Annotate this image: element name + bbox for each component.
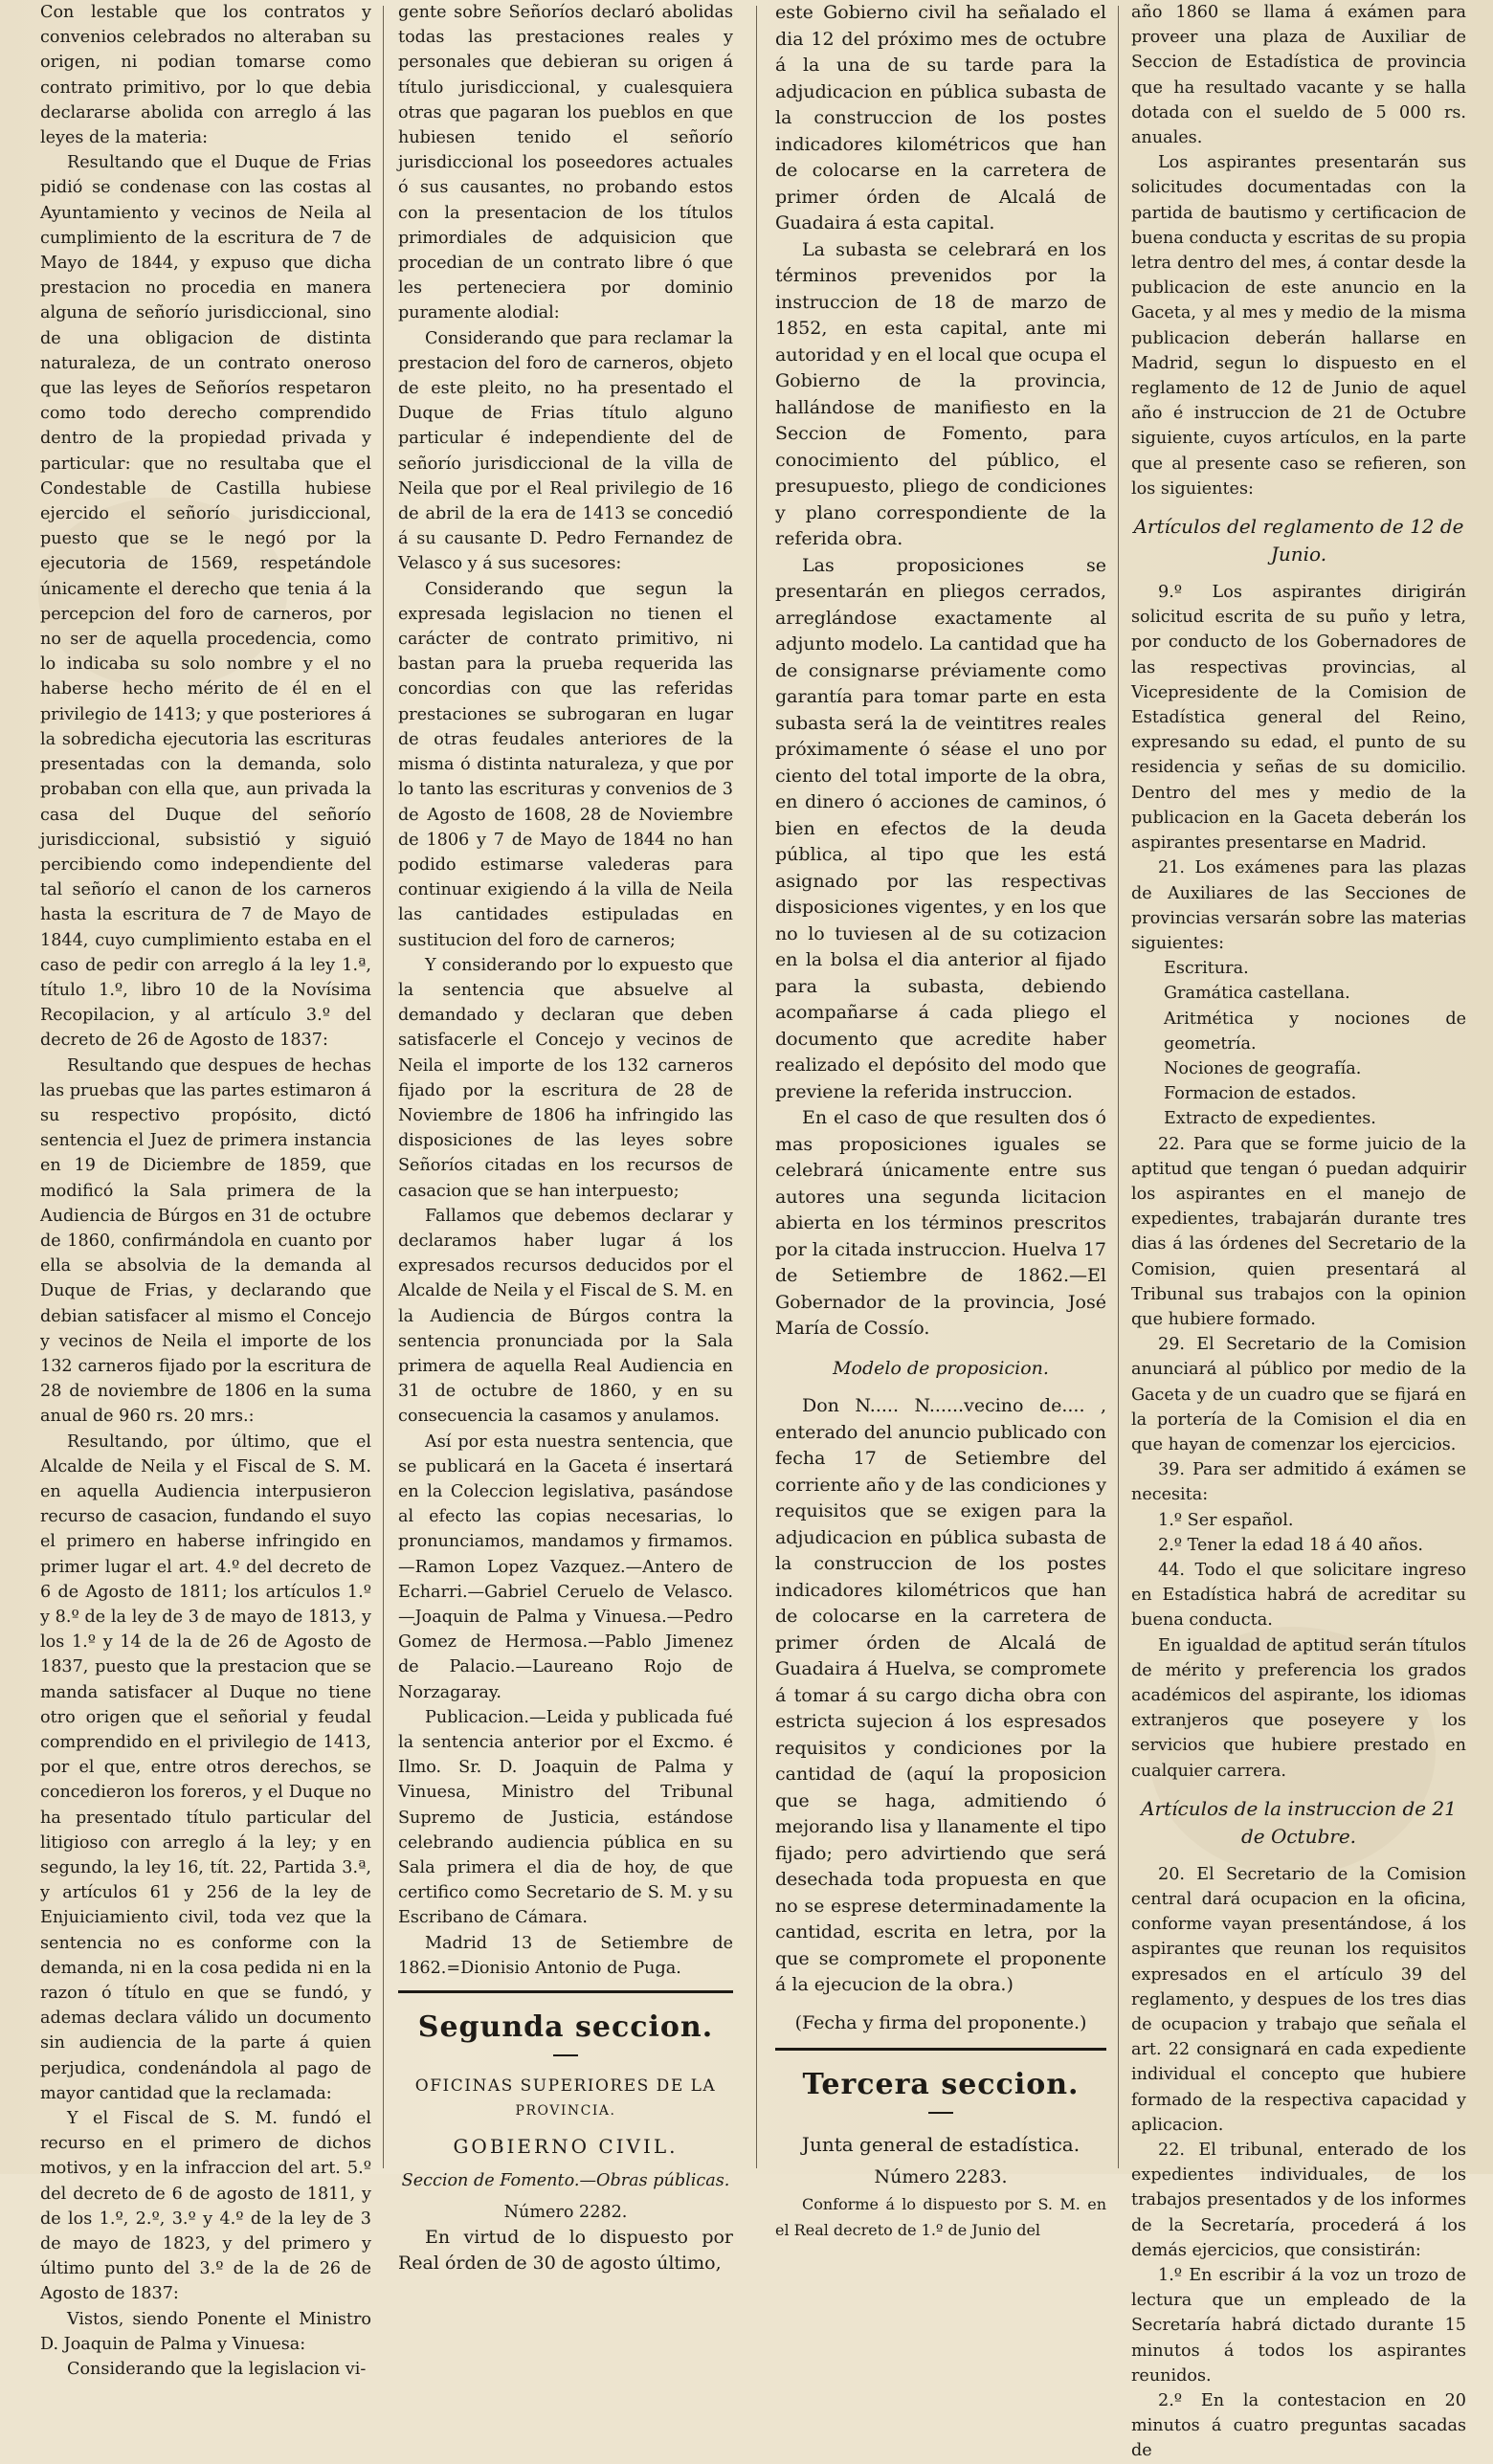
paragraph: La subasta se celebrará en los términos prevenidos por la instruccion de 18 de marzo de 1852, en esta capital, ante mi autoridad y en el local que ocupa el Gobierno de la provincia, hallándose de manifiesto en la Seccion de Fomento, para conocimiento del público, el presupuesto, pliego de condiciones y plano correspondiente de la referida obra. [775,238,1106,549]
list-item: Extracto de expedientes. [1164,1109,1376,1129]
column-4 [1131,0,1466,2461]
paragraph: Resultando que despues de hechas las pruebas que las partes estimaron á su respectivo propósito, dictó sentencia el Juez de primera instancia en 19 de Diciembre de 1859, que modificó la Sala primera de la Audiencia de Búrgos en 31 de octubre de 1860, confirmándola en cuanto por ella se absolvia de la demanda al Duque de Frias, y declarando que debian satisfacer al mismo el Concejo y vecinos de Neila el importe de los 132 carneros fijado por la escritura de 28 de noviembre de 1806 en la suma anual de 960 rs. 20 mrs.: [40,1055,371,1427]
notice-number: Número 2282. [503,2202,628,2222]
paragraph: Las proposiciones se presentarán en pliegos cerrados, arreglándose exactamente al adjunto modelo. La cantidad que ha de consignarse préviamente como garantía para tomar parte en esta subasta será la de veintitres reales próximamente ó séase el uno por ciento del total importe de la obra, en dinero ó acciones de caminos, ó bien en efectos de la deuda pública, al tipo que les está asignado por las respectivas disposiciones vigentes, y en los que no lo tuviesen al de su cotizacion en la bolsa el dia anterior al fijado para la subasta, debiendo acompañarse á cada pliego el documento que acredite haber realizado el depósito del modo que previene la referida instruccion. [775,554,1106,1102]
article: 22. El tribunal, enterado de los expedientes individuales, de los trabajos presentados y de los informes de la Secretaría, procederá á los demás ejercicios, que consistirán: [1131,2141,1466,2260]
model-title: Modelo de proposicion. [833,1357,1049,1379]
paragraph: este Gobierno civil ha señalado el dia 12 del próximo mes de octubre á la una de su tarde para la adjudicacion en pública subasta de la construccion de los postes indicadores kilométricos que han de colocarse en la carretera de primer órden de Alcalá de Guadaira á esta capital. [775,2,1106,233]
paragraph: Don N..... N......vecino de.... , enterado del anuncio publicado con fecha 17 de Setiembre del corriente año y de las condiciones y requisitos que se exigen para la adjudicacion en pública subasta de la construccion de los postes indicadores kilométricos que han de colocarse en la carretera de primer órden de Alcalá de Guadaira á Huelva, se compromete á tomar á su cargo dicha obra con estricta sujecion á los espresados requisitos y condiciones por la cantidad de (aquí la proposicion que se haga, admitiendo ó mejorando lisa y llanamente el tipo fijado; pero advirtiendo que será desechada toda propuesta en que no se esprese determinadamente la cantidad, escrita en letra, por la que se compromete el proponente á la ejecucion de la obra.) [775,1395,1106,1995]
article: 20. El Secretario de la Comision central dará ocupacion en la oficina, conforme vayan presentándose, á los aspirantes que reunan los requisitos expresados en el artículo 39 del reglamento, y despues de los tres dias de ocupacion y trabajo que señala el art. 22 consignará en cada expediente individual el concepto que hubiere formado de la respectiva capacidad y aplicacion. [1131,1864,1466,2135]
paragraph: Y considerando por lo expuesto que la sentencia que absuelve al demandado y declaran que deben satisfacerle el Concejo y vecinos de Neila el importe de los 132 carneros fijado por la escritura de 28 de Noviembre de 1806 ha infringido las disposiciones de las leyes sobre Señoríos citadas en los recursos de casacion que se han interpuesto; [398,955,733,1201]
paragraph: En virtud de lo dispuesto por Real órden de 30 de agosto último, [398,2226,733,2275]
section-heading: Tercera seccion. [802,2068,1080,2101]
exercise-item: 2.º En la contestacion en 20 minutos á cuatro preguntas sacadas de [1131,2391,1466,2461]
paragraph: Así por esta nuestra sentencia, que se publicará en la Gaceta é insertará en la Coleccion legislativa, pasándose al efecto las copias necesarias, lo pronunciamos, mandamos y firmamos.—Ramon Lopez Vazquez.—Antero de Echarri.—Gabriel Ceruelo de Velasco.—Joaquin de Palma y Vinuesa.—Pedro Gomez de Hermosa.—Pablo Jimenez de Palacio.—Laureano Rojo de Norzagaray. [398,1432,733,1702]
signature-line: (Fecha y firma del proponente.) [794,2011,1087,2033]
paragraph: En el caso de que resulten dos ó mas proposiciones iguales se celebrará únicamente entre sus autores una segunda licitacion abierta en los términos prescritos por la citada instruccion. Huelva 17 de Setiembre de 1862.—El Gobernador de la provincia, José María de Cossío. [775,1107,1106,1339]
article: 39. Para ser admitido á exámen se necesita: [1131,1460,1466,1505]
article: 29. El Secretario de la Comision anunciará al público por medio de la Gaceta y de un cuadro que se fijará en la portería de la Comision el dia en que hayan de comenzar los ejercicios. [1131,1335,1466,1454]
paragraph: Considerando que la legislacion vi- [67,2360,367,2380]
heading-dash [553,2054,578,2056]
list-item: Gramática castellana. [1164,984,1350,1004]
paragraph: gente sobre Señoríos declaró abolidas todas las prestaciones reales y personales que debieran su origen á título jurisdiccional, y cualesquiera otras que pagaran los pueblos en que hubiesen tenido el señorío jurisdiccional los poseedores actuales ó sus causantes, no probando estos con la presentacion de los títulos primordiales de adquisicion que procedian de un contrato libre ó que les perteneciera por dominio puramente alodial: [398,3,733,323]
section-subheading: Seccion de Fomento.—Obras públicas. [401,2171,730,2191]
date-signature: Madrid 13 de Setiembre de 1862.=Dionisio Antonio de Puga. [398,1933,733,1978]
list-item: Formacion de estados. [1164,1084,1357,1104]
section-heading: Segunda seccion. [417,2010,714,2045]
paragraph: Resultando, por último, que el Alcalde de Neila y el Fiscal de S. M. en aquella Audiencia interpusieron recurso de casacion, fundando el suyo el primero en haberse infringido en primer lugar el art. 4.º del decreto de 6 de Agosto de 1811; los artículos 1.º y 8.º de la ley de 3 de mayo de 1813, y los 1.º y 14 de la de 26 de Agosto de 1837, puesto que la prestacion que se manda satisfacer al Duque no tiene otro origen que el señorial y feudal comprendido en el privilegio de 1413, por el que, entre otros derechos, se concedieron los foreros, y el Duque no ha presentado título particular del litigioso con arreglo á la ley; y en segundo, la ley 16, tít. 22, Partida 3.ª, y artículos 61 y 256 de la ley de Enjuiciamiento civil, toda vez que la sentencia no es conforme con la demanda, ni en la cosa pedida ni en la razon ó título en que se fundó, y ademas declara válido un documento sin audiencia de la parte á quien perjudica, condenándola al pago de mayor cantidad que la reclamada: [40,1432,371,2103]
paragraph: Considerando que segun la expresada legislacion no tienen el carácter de contrato primitivo, ni bastan para la prueba requerida las concordias con que las referidas prestaciones se subrogaran en lugar de otras feudales anteriores de la misma ó distinta naturaleza, y que por lo tanto las escrituras y convenios de 3 de Agosto de 1608, 28 de Noviembre de 1806 y 7 de Mayo de 1844 no han podido estimarse valederas para continuar exigiendo á la villa de Neila las cantidades estipuladas en sustitucion del foro de carneros; [398,579,733,950]
list-item: Escritura. [1164,959,1249,979]
article: 22. Para que se forme juicio de la aptitud que tengan ó puedan adquirir los aspirantes en el manejo de expedientes, trabajarán durante tres dias á las órdenes del Secretario de la Comision, quien presentará al Tribunal sus trabajos con la opinion que hubiere formado. [1131,1134,1466,1329]
government-heading: GOBIERNO CIVIL. [453,2135,679,2159]
list-item: Aritmética y nociones de geometría. [1164,1009,1466,1054]
column-1 [40,0,371,2380]
paragraph: Fallamos que debemos declarar y declaramos haber lugar á los expresados recursos deducidos por el Alcalde de Neila y el Fiscal de S. M. en la Audiencia de Búrgos contra la sentencia pronunciada por la Sala primera de aquella Real Audiencia en 31 de octubre de 1860, y en su consecuencia la casamos y anulamos. [398,1206,733,1427]
section-divider [775,2048,1106,2051]
requirement: 2.º Tener la edad 18 á 40 años. [1158,1535,1423,1555]
article: 9.º Los aspirantes dirigirán solicitud escrita de su puño y letra, por conducto de los Gobernadores de las respectivas provincias, al Vicepresidente de la Comision de Estadística general del Reino, expresando su edad, el punto de su residencia y señas de su domicilio. Dentro del mes y medio de la publicacion en la Gaceta deberán los aspirantes presentarse en Madrid. [1131,583,1466,854]
exercise-item: 1.º En escribir á la voz un trozo de lectura que un empleado de la Secretaría habrá dictado durante 15 minutos á todos los aspirantes reunidos. [1131,2266,1466,2386]
paragraph: Publicacion.—Leida y publicada fué la sentencia anterior por el Excmo. é Ilmo. Sr. D. Joaquin de Palma y Vinuesa, Ministro del Tribunal Supremo de Justicia, estándose celebrando audiencia pública en su Sala primera el dia de hoy, de que certifico como Secretario de S. M. y su Escribano de Cámara. [398,1707,733,1928]
paragraph: Vistos, siendo Ponente el Ministro D. Joaquin de Palma y Vinuesa: [40,2309,371,2354]
paragraph: Con lestable que los contratos y convenios celebrados no alteraban su origen, ni podian tomarse como contrato primitivo, por lo que debia declararse abolida con arreglo á las leyes de la materia: [40,3,371,148]
articles-title: Artículos de la instruccion de 21 de Octubre. [1141,1796,1457,1848]
notice-number: Número 2283. [874,2166,1008,2187]
article: 44. Todo el que solicitare ingreso en Estadística habrá de acreditar su buena conducta. [1131,1560,1466,1631]
section-divider [398,1990,733,1993]
paragraph: Y el Fiscal de S. M. fundó el recurso en el primero de dichos motivos, y en la infraccion del art. 5.º del decreto de 6 de agosto de 1811, y de los 1.º, 2.º, 3.º y 4.º de la ley de 3 de mayo de 1823, y del primero y último punto del 3.º de la de 26 de Agosto de 1837: [40,2109,371,2304]
paragraph: año 1860 se llama á exámen para proveer una plaza de Auxiliar de Seccion de Estadística de provincia que ha resultado vacante y se halla dotada con el sueldo de 5 000 rs. anuales. [1131,3,1466,148]
paragraph: En igualdad de aptitud serán títulos de mérito y preferencia los grados académicos del aspirante, los idiomas extranjeros que poseyere y los servicios que hubiere prestado en cualquier carrera. [1131,1635,1466,1781]
subject-list [1131,956,1466,1131]
paragraph: Los aspirantes presentarán sus solicitudes documentadas con la partida de bautismo y certificacion de buena conducta y escritas de su propia letra dentro del mes, á contar desde la publicacion de este anuncio en la Gaceta, y al mes y medio de la misma publicacion deberán hallarse en Madrid, segun lo dispuesto en el reglamento de 12 de Junio de aquel año é instruccion de 21 de Octubre siguiente, cuyos artículos, en la parte que al presente caso se refieren, son los siguientes: [1131,153,1466,499]
requirement: 1.º Ser español. [1158,1510,1294,1530]
column-3 [775,0,1106,2239]
article: 21. Los exámenes para las plazas de Auxiliares de las Secciones de provincias versarán sobre las materias siguientes: [1131,858,1466,953]
list-item: Nociones de geografía. [1164,1058,1362,1078]
column-rule [383,6,384,2168]
junta-heading: Junta general de estadística. [801,2133,1081,2156]
articles-title: Artículos del reglamento de 12 de Junio. [1133,515,1464,566]
column-rule [1118,6,1119,2168]
column-2 [398,0,733,2275]
column-rule [756,6,757,2168]
heading-dash [928,2112,953,2114]
office-heading: PROVINCIA. [515,2103,616,2120]
paragraph: Considerando que para reclamar la prestacion del foro de carneros, objeto de este pleito, no ha presentado el Duque de Frias título alguno particular é independiente del de señorío jurisdiccional de la villa de Neila que por el Real privilegio de 16 de abril de la era de 1413 se concedió á su causante D. Pedro Fernandez de Velasco y á sus sucesores: [398,328,733,574]
paragraph: Resultando que el Duque de Frias pidió se condenase con las costas al Ayuntamiento y vecinos de Neila al cumplimiento de la escritura de 7 de Mayo de 1844, y expuso que dicha prestacion no procedia en manera alguna de señorío jurisdiccional, sino de una obligacion de distinta naturaleza, de un contrato oneroso que las leyes de Señoríos respetaron como todo derecho comprendido dentro de la propiedad privada y particular: que no resultaba que el Condestable de Castilla hubiese ejercido el señorío jurisdiccional, puesto que se le negó por la ejecutoria de 1569, respetándole únicamente el derecho que tenia á la percepcion del foro de carneros, por no ser de aquella procedencia, como lo indicaba su solo nombre y el no haberse hecho mérito de él en el privilegio de 1413; y que posteriores á la sobredicha ejecutoria las escrituras presentadas con la demanda, solo probaban con ella que, aun privada la casa del Duque del señorío jurisdiccional, subsistió y siguió percibiendo como independiente del tal señorío el canon de los carneros hasta la escritura de 7 de Mayo de 1844, cuyo cumplimiento estaba en el caso de pedir con arreglo á la ley 1.ª, título 1.º, libro 10 de la Novísima Recopilacion, y al artículo 3.º del decreto de 26 de Agosto de 1837: [40,153,371,1051]
paragraph: Conforme á lo dispuesto por S. M. en el Real decreto de 1.º de Junio del [775,2194,1106,2239]
office-heading: OFICINAS SUPERIORES DE LA [414,2076,717,2097]
